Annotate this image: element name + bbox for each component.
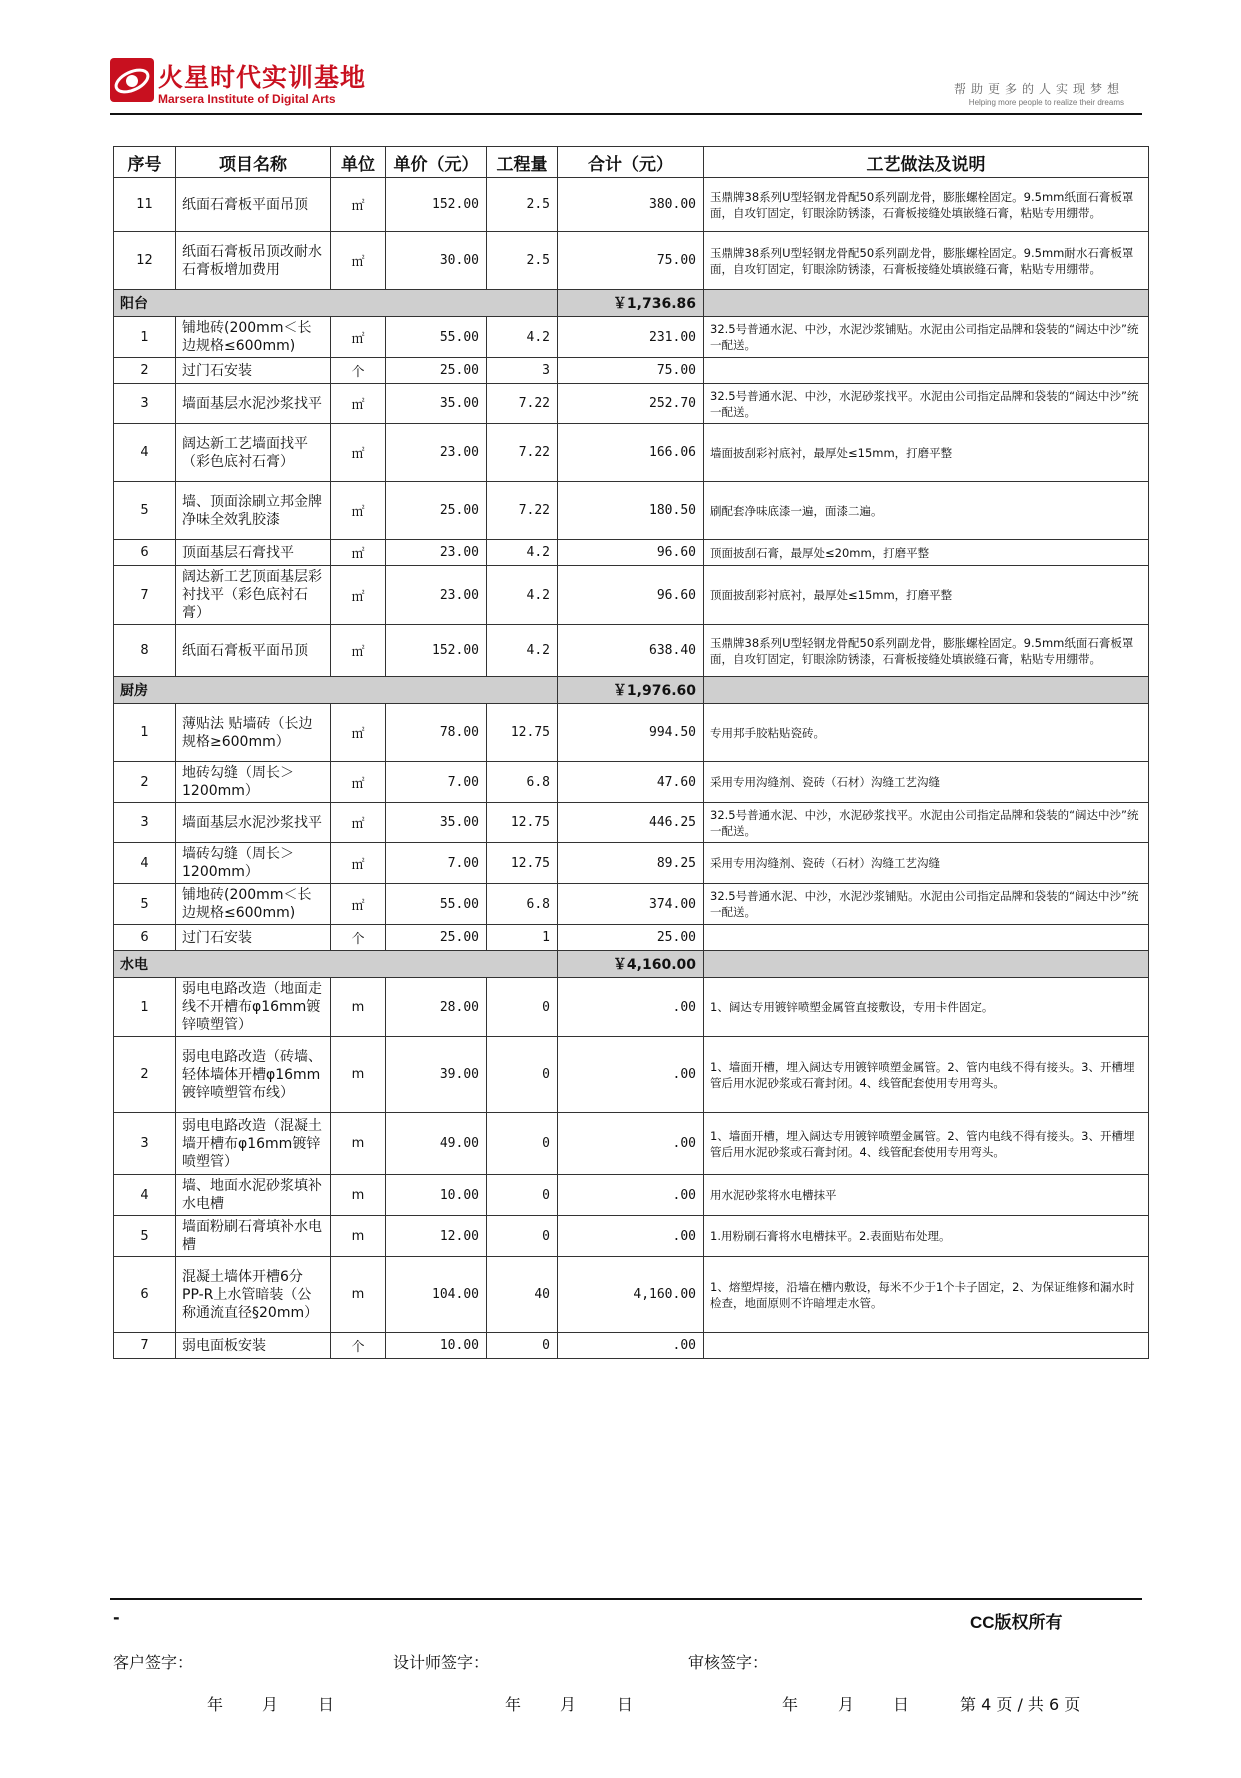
- cell-total: .00: [558, 978, 704, 1037]
- column-header: 项目名称: [176, 147, 331, 178]
- footer-divider: [110, 1598, 1142, 1600]
- cell-total: 446.25: [558, 803, 704, 843]
- cell-price: 49.00: [386, 1113, 487, 1175]
- cell-total: 75.00: [558, 358, 704, 384]
- cell-qty: 4.2: [487, 317, 558, 358]
- cell-qty: 0: [487, 1216, 558, 1257]
- slogan-en: Helping more people to realize their dreams: [968, 98, 1124, 107]
- cell-qty: 4.2: [487, 625, 558, 677]
- cell-qty: 0: [487, 1333, 558, 1359]
- cell-no: 3: [114, 384, 176, 424]
- cell-no: 1: [114, 317, 176, 358]
- cell-unit: ㎡: [331, 424, 386, 482]
- review-signature-label: 审核签字：: [688, 1653, 769, 1672]
- cell-desc: 玉鼎牌38系列U型轻钢龙骨配50系列副龙骨，膨胀螺栓固定。9.5mm纸面石膏板罩面，自攻钉固定，钉眼涂防锈漆，石膏板接缝处填嵌缝石膏，粘贴专用绷带。: [704, 178, 1149, 232]
- cell-desc: 玉鼎牌38系列U型轻钢龙骨配50系列副龙骨，膨胀螺栓固定。9.5mm耐水石膏板罩面，自攻钉固定，钉眼涂防锈漆，石膏板接缝处填嵌缝石膏，粘贴专用绷带。: [704, 232, 1149, 290]
- cell-qty: 0: [487, 1175, 558, 1216]
- column-header: 单位: [331, 147, 386, 178]
- cell-total: 47.60: [558, 762, 704, 803]
- brand-name-en: Marsera Institute of Digital Arts: [158, 92, 336, 106]
- cell-total: .00: [558, 1216, 704, 1257]
- cell-name: 薄贴法 贴墙砖（长边规格≥600mm）: [176, 704, 331, 762]
- cell-no: 3: [114, 803, 176, 843]
- table-row: [114, 232, 1149, 290]
- cell-price: 55.00: [386, 884, 487, 925]
- cell-desc: 1、墙面开槽，埋入阔达专用镀锌喷塑金属管。2、管内电线不得有接头。3、开槽埋管后用水泥砂浆或石膏封闭。4、线管配套使用专用弯头。: [704, 1113, 1149, 1175]
- cell-total: 252.70: [558, 384, 704, 424]
- cell-price: 10.00: [386, 1333, 487, 1359]
- designer-signature-label: 设计师签字：: [393, 1653, 490, 1672]
- cell-qty: 2.5: [487, 178, 558, 232]
- cell-price: 55.00: [386, 317, 487, 358]
- cell-no: 5: [114, 884, 176, 925]
- cell-no: 7: [114, 1333, 176, 1359]
- cell-name: 过门石安装: [176, 358, 331, 384]
- section-blank: [704, 677, 1149, 704]
- table-row: [114, 925, 1149, 951]
- cell-unit: ㎡: [331, 384, 386, 424]
- cell-name: 过门石安装: [176, 925, 331, 951]
- cell-desc: 用水泥砂浆将水电槽抹平: [704, 1175, 1149, 1216]
- cell-total: .00: [558, 1037, 704, 1113]
- cell-price: 152.00: [386, 178, 487, 232]
- cell-desc: 玉鼎牌38系列U型轻钢龙骨配50系列副龙骨，膨胀螺栓固定。9.5mm纸面石膏板罩面，自攻钉固定，钉眼涂防锈漆，石膏板接缝处填嵌缝石膏，粘贴专用绷带。: [704, 625, 1149, 677]
- cell-price: 23.00: [386, 424, 487, 482]
- cell-unit: ㎡: [331, 762, 386, 803]
- section-name: 厨房: [114, 677, 558, 704]
- cell-total: 96.60: [558, 566, 704, 625]
- section-total: ￥1,976.60: [558, 677, 704, 704]
- cell-qty: 1: [487, 925, 558, 951]
- cell-total: 638.40: [558, 625, 704, 677]
- cell-price: 23.00: [386, 540, 487, 566]
- cell-qty: 4.2: [487, 540, 558, 566]
- table-row: [114, 566, 1149, 625]
- cell-total: 75.00: [558, 232, 704, 290]
- cell-name: 混凝土墙体开槽6分PP-R上水管暗装（公称通流直径§20mm）: [176, 1257, 331, 1333]
- cell-desc: 墙面披刮彩衬底衬，最厚处≤15mm，打磨平整: [704, 424, 1149, 482]
- cell-total: 994.50: [558, 704, 704, 762]
- cell-qty: 4.2: [487, 566, 558, 625]
- cell-qty: 7.22: [487, 482, 558, 540]
- table-row: [114, 884, 1149, 925]
- cell-name: 墙、地面水泥砂浆填补水电槽: [176, 1175, 331, 1216]
- cell-price: 39.00: [386, 1037, 487, 1113]
- cell-desc: 刷配套净味底漆一遍，面漆二遍。: [704, 482, 1149, 540]
- cell-unit: m: [331, 1216, 386, 1257]
- cell-name: 地砖勾缝（周长＞1200mm）: [176, 762, 331, 803]
- cell-qty: 12.75: [487, 843, 558, 884]
- table-row: [114, 1216, 1149, 1257]
- cell-qty: 0: [487, 1037, 558, 1113]
- cell-desc: 32.5号普通水泥、中沙，水泥沙浆铺贴。水泥由公司指定品牌和袋装的“阔达中沙”统一配送。: [704, 884, 1149, 925]
- cell-name: 弱电面板安装: [176, 1333, 331, 1359]
- cell-name: 墙面粉刷石膏填补水电槽: [176, 1216, 331, 1257]
- cell-name: 纸面石膏板平面吊顶: [176, 625, 331, 677]
- column-header: 序号: [114, 147, 176, 178]
- table-row: [114, 1333, 1149, 1359]
- cell-no: 3: [114, 1113, 176, 1175]
- table-row: [114, 384, 1149, 424]
- table-row: [114, 540, 1149, 566]
- cell-unit: m: [331, 978, 386, 1037]
- cell-unit: m: [331, 1175, 386, 1216]
- cell-qty: 40: [487, 1257, 558, 1333]
- cell-name: 墙砖勾缝（周长＞1200mm）: [176, 843, 331, 884]
- table-header-row: [114, 147, 1149, 178]
- column-header: 工艺做法及说明: [704, 147, 1149, 178]
- cell-unit: ㎡: [331, 704, 386, 762]
- cell-no: 2: [114, 762, 176, 803]
- table-row: [114, 178, 1149, 232]
- header-divider: [110, 113, 1142, 115]
- cell-name: 纸面石膏板吊顶改耐水石膏板增加费用: [176, 232, 331, 290]
- cell-qty: 7.22: [487, 384, 558, 424]
- cell-unit: ㎡: [331, 540, 386, 566]
- cell-no: 4: [114, 843, 176, 884]
- slogan-cn: 帮助更多的人实现梦想: [953, 82, 1124, 96]
- cell-qty: 7.22: [487, 424, 558, 482]
- cell-name: 墙面基层水泥沙浆找平: [176, 803, 331, 843]
- cell-unit: m: [331, 1037, 386, 1113]
- cell-name: 纸面石膏板平面吊顶: [176, 178, 331, 232]
- cell-price: 30.00: [386, 232, 487, 290]
- date-year-3: 年: [782, 1695, 799, 1714]
- cell-price: 35.00: [386, 384, 487, 424]
- cell-desc: 1.用粉刷石膏将水电槽抹平。2.表面贴布处理。: [704, 1216, 1149, 1257]
- cell-price: 12.00: [386, 1216, 487, 1257]
- page-number: 第 4 页 / 共 6 页: [960, 1695, 1081, 1714]
- cell-desc: 1、墙面开槽，埋入阔达专用镀锌喷塑金属管。2、管内电线不得有接头。3、开槽埋管后用水泥砂浆或石膏封闭。4、线管配套使用专用弯头。: [704, 1037, 1149, 1113]
- cell-no: 8: [114, 625, 176, 677]
- table-row: [114, 317, 1149, 358]
- cell-desc: [704, 925, 1149, 951]
- section-row: [114, 951, 1149, 978]
- cell-total: .00: [558, 1333, 704, 1359]
- cell-name: 阔达新工艺顶面基层彩衬找平（彩色底衬石膏）: [176, 566, 331, 625]
- table-row: [114, 1113, 1149, 1175]
- cell-total: 180.50: [558, 482, 704, 540]
- cell-total: 166.06: [558, 424, 704, 482]
- cell-unit: 个: [331, 925, 386, 951]
- cell-total: 231.00: [558, 317, 704, 358]
- cell-no: 4: [114, 1175, 176, 1216]
- section-blank: [704, 951, 1149, 978]
- cell-no: 6: [114, 540, 176, 566]
- table-row: [114, 803, 1149, 843]
- cell-name: 弱电电路改造（混凝土墙开槽布φ16mm镀锌喷塑管）: [176, 1113, 331, 1175]
- cell-no: 4: [114, 424, 176, 482]
- date-day-3: 日: [893, 1695, 910, 1714]
- table-row: [114, 482, 1149, 540]
- cell-no: 2: [114, 358, 176, 384]
- date-year-2: 年: [505, 1695, 522, 1714]
- section-total: ￥1,736.86: [558, 290, 704, 317]
- cell-qty: 3: [487, 358, 558, 384]
- cell-desc: [704, 358, 1149, 384]
- cell-total: 96.60: [558, 540, 704, 566]
- cell-qty: 12.75: [487, 704, 558, 762]
- cell-unit: ㎡: [331, 884, 386, 925]
- copyright-text: CC版权所有: [970, 1613, 1063, 1632]
- cell-desc: 采用专用沟缝剂、瓷砖（石材）沟缝工艺沟缝: [704, 762, 1149, 803]
- cell-no: 1: [114, 978, 176, 1037]
- cell-no: 1: [114, 704, 176, 762]
- cell-price: 7.00: [386, 843, 487, 884]
- cell-unit: ㎡: [331, 625, 386, 677]
- cell-unit: m: [331, 1257, 386, 1333]
- cell-total: 25.00: [558, 925, 704, 951]
- cell-unit: 个: [331, 358, 386, 384]
- cell-desc: 顶面披刮石膏，最厚处≤20mm，打磨平整: [704, 540, 1149, 566]
- section-row: [114, 677, 1149, 704]
- cell-price: 7.00: [386, 762, 487, 803]
- cell-desc: 32.5号普通水泥、中沙，水泥沙浆铺贴。水泥由公司指定品牌和袋装的“阔达中沙”统一配送。: [704, 317, 1149, 358]
- section-total: ￥4,160.00: [558, 951, 704, 978]
- cell-price: 25.00: [386, 925, 487, 951]
- cell-total: 4,160.00: [558, 1257, 704, 1333]
- cell-unit: ㎡: [331, 566, 386, 625]
- cell-total: 374.00: [558, 884, 704, 925]
- cell-qty: 0: [487, 978, 558, 1037]
- section-blank: [704, 290, 1149, 317]
- cell-unit: ㎡: [331, 178, 386, 232]
- cell-qty: 6.8: [487, 884, 558, 925]
- section-name: 阳台: [114, 290, 558, 317]
- table-row: [114, 1257, 1149, 1333]
- cell-price: 23.00: [386, 566, 487, 625]
- section-name: 水电: [114, 951, 558, 978]
- cell-unit: ㎡: [331, 482, 386, 540]
- cell-price: 25.00: [386, 358, 487, 384]
- cell-name: 弱电电路改造（地面走线不开槽布φ16mm镀锌喷塑管）: [176, 978, 331, 1037]
- table-row: [114, 625, 1149, 677]
- page-header: [110, 52, 1142, 114]
- table-row: [114, 424, 1149, 482]
- cell-total: .00: [558, 1113, 704, 1175]
- date-day-2: 日: [617, 1695, 634, 1714]
- cell-desc: [704, 1333, 1149, 1359]
- brand-name-cn: 火星时代实训基地: [158, 63, 367, 92]
- date-month-3: 月: [838, 1695, 855, 1714]
- table-row: [114, 704, 1149, 762]
- cell-desc: 32.5号普通水泥、中沙，水泥砂浆找平。水泥由公司指定品牌和袋装的“阔达中沙”统一配送。: [704, 803, 1149, 843]
- cell-qty: 2.5: [487, 232, 558, 290]
- cell-total: 380.00: [558, 178, 704, 232]
- quote-table: [113, 146, 1149, 1359]
- cell-total: 89.25: [558, 843, 704, 884]
- cell-name: 阔达新工艺墙面找平（彩色底衬石膏）: [176, 424, 331, 482]
- cell-name: 弱电电路改造（砖墙、轻体墙体开槽φ16mm镀锌喷塑管布线）: [176, 1037, 331, 1113]
- cell-name: 墙、顶面涂刷立邦金牌净味全效乳胶漆: [176, 482, 331, 540]
- cell-desc: 32.5号普通水泥、中沙，水泥砂浆找平。水泥由公司指定品牌和袋装的“阔达中沙”统一配送。: [704, 384, 1149, 424]
- cell-no: 5: [114, 482, 176, 540]
- cell-qty: 12.75: [487, 803, 558, 843]
- cell-unit: ㎡: [331, 232, 386, 290]
- customer-signature-label: 客户签字：: [113, 1653, 194, 1672]
- table-row: [114, 762, 1149, 803]
- cell-no: 6: [114, 925, 176, 951]
- cell-desc: 采用专用沟缝剂、瓷砖（石材）沟缝工艺沟缝: [704, 843, 1149, 884]
- brand-logo-icon: [110, 58, 154, 102]
- footer-dash: -: [113, 1608, 120, 1627]
- cell-no: 11: [114, 178, 176, 232]
- table-row: [114, 358, 1149, 384]
- cell-price: 28.00: [386, 978, 487, 1037]
- table-row: [114, 843, 1149, 884]
- cell-price: 78.00: [386, 704, 487, 762]
- cell-desc: 1、熔塑焊接，沿墙在槽内敷设，每米不少于1个卡子固定，2、为保证维修和漏水时检查，地面原则不许暗埋走水管。: [704, 1257, 1149, 1333]
- cell-unit: ㎡: [331, 843, 386, 884]
- cell-no: 2: [114, 1037, 176, 1113]
- cell-price: 35.00: [386, 803, 487, 843]
- cell-total: .00: [558, 1175, 704, 1216]
- cell-desc: 顶面披刮彩衬底衬，最厚处≤15mm，打磨平整: [704, 566, 1149, 625]
- cell-price: 152.00: [386, 625, 487, 677]
- cell-name: 铺地砖(200mm＜长边规格≤600mm): [176, 317, 331, 358]
- table-row: [114, 1037, 1149, 1113]
- cell-unit: m: [331, 1113, 386, 1175]
- table-row: [114, 978, 1149, 1037]
- column-header: 单价（元）: [386, 147, 487, 178]
- table-row: [114, 1175, 1149, 1216]
- cell-desc: 1、阔达专用镀锌喷塑金属管直接敷设，专用卡件固定。: [704, 978, 1149, 1037]
- cell-qty: 0: [487, 1113, 558, 1175]
- cell-name: 铺地砖(200mm＜长边规格≤600mm): [176, 884, 331, 925]
- section-row: [114, 290, 1149, 317]
- date-month-1: 月: [262, 1695, 279, 1714]
- column-header: 工程量: [487, 147, 558, 178]
- cell-name: 顶面基层石膏找平: [176, 540, 331, 566]
- cell-name: 墙面基层水泥沙浆找平: [176, 384, 331, 424]
- cell-no: 12: [114, 232, 176, 290]
- column-header: 合计（元）: [558, 147, 704, 178]
- cell-no: 7: [114, 566, 176, 625]
- date-month-2: 月: [560, 1695, 577, 1714]
- cell-qty: 6.8: [487, 762, 558, 803]
- cell-price: 10.00: [386, 1175, 487, 1216]
- cell-price: 25.00: [386, 482, 487, 540]
- cell-unit: ㎡: [331, 803, 386, 843]
- cell-unit: 个: [331, 1333, 386, 1359]
- cell-desc: 专用邦手胶粘贴瓷砖。: [704, 704, 1149, 762]
- date-day-1: 日: [318, 1695, 335, 1714]
- cell-no: 5: [114, 1216, 176, 1257]
- cell-price: 104.00: [386, 1257, 487, 1333]
- date-year-1: 年: [207, 1695, 224, 1714]
- cell-no: 6: [114, 1257, 176, 1333]
- cell-unit: ㎡: [331, 317, 386, 358]
